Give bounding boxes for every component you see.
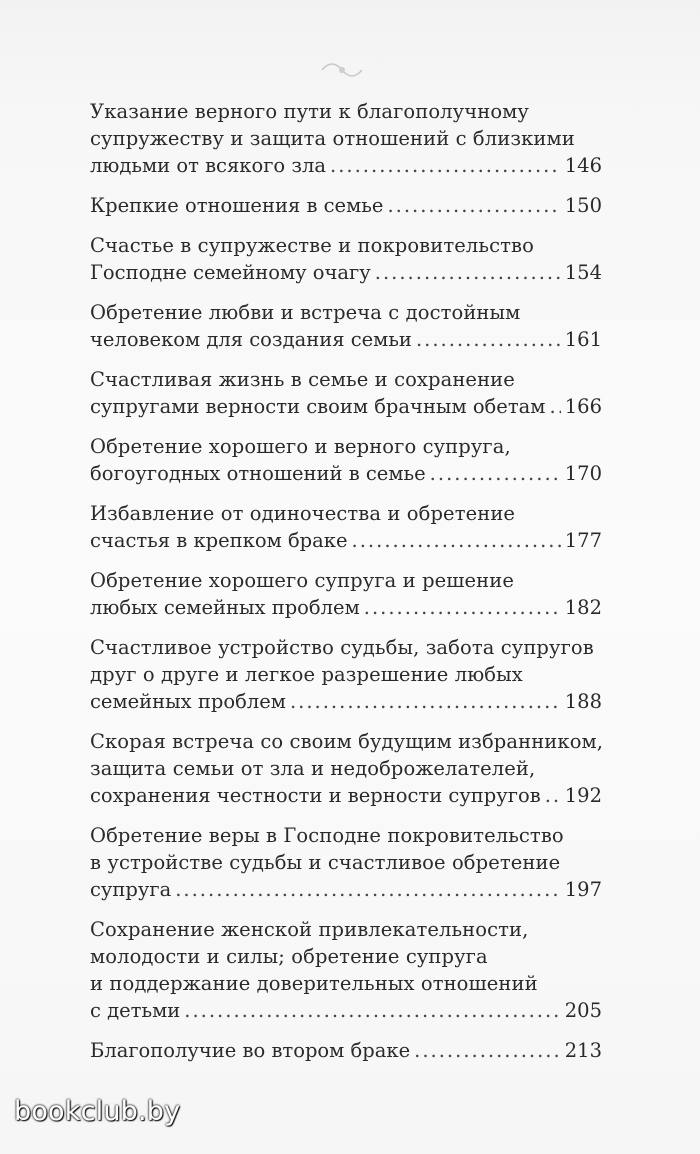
table-of-contents: [90, 98, 602, 1077]
toc-entry-last-line: [90, 259, 602, 286]
toc-entry-title-line: Скорая встреча со своим будущим избранником,: [90, 730, 604, 753]
ornament-icon: [318, 56, 366, 84]
toc-entry: [90, 232, 602, 286]
dot-leader: [175, 876, 561, 903]
toc-entry-title-line: супругами верности своим брачным обетам: [90, 395, 546, 418]
toc-page-number: 188: [564, 690, 602, 713]
toc-entry-title-line: богоугодных отношений в семье: [90, 462, 426, 485]
toc-entry-title-line: людьми от всякого зла: [90, 154, 327, 177]
toc-page-number: 213: [564, 1039, 602, 1062]
toc-entry: [90, 916, 602, 1024]
toc-entry-title-line: Указание верного пути к благополучному: [90, 100, 530, 123]
toc-entry-last-line: [90, 782, 602, 809]
dot-leader: [290, 688, 561, 715]
toc-entry-last-line: [90, 527, 602, 554]
toc-entry-title-line: Благополучие во втором браке: [90, 1039, 411, 1062]
toc-entry-last-line: [90, 393, 602, 420]
dot-leader: [545, 782, 561, 809]
toc-entry: [90, 299, 602, 353]
toc-entry-last-line: [90, 594, 602, 621]
dot-leader: [549, 393, 560, 420]
toc-entry-last-line: [90, 997, 602, 1024]
toc-page-number: 150: [564, 194, 602, 217]
toc-page-number: 146: [564, 154, 602, 177]
toc-entry-title-line: молодости и силы; обретение супруга: [90, 945, 488, 968]
toc-entry-title-line: Господне семейному очагу: [90, 261, 371, 284]
dot-leader: [330, 152, 561, 179]
toc-page-number: 205: [564, 999, 602, 1022]
toc-entry: [90, 98, 602, 179]
toc-entry-title-line: Обретение хорошего и верного супруга,: [90, 435, 511, 458]
toc-entry-title-line: с детьми: [90, 999, 181, 1022]
dot-leader: [416, 326, 561, 353]
dot-leader: [364, 594, 561, 621]
toc-entry: [90, 1037, 602, 1064]
watermark: bookclub.by: [14, 1096, 181, 1127]
toc-entry-last-line: [90, 460, 602, 487]
toc-entry-title-line: сохранения честности и верности супругов: [90, 784, 541, 807]
toc-entry-title-line: Обретение веры в Господне покровительство: [90, 824, 564, 847]
toc-entry-title-line: Счастливая жизнь в семье и сохранение: [90, 368, 515, 391]
dot-leader: [430, 460, 561, 487]
dot-leader: [352, 527, 561, 554]
toc-page-number: 161: [564, 328, 602, 351]
toc-entry-title-line: друг о друге и легкое разрешение любых: [90, 663, 523, 686]
toc-entry: [90, 192, 602, 219]
toc-entry: [90, 634, 602, 715]
dot-leader: [184, 997, 561, 1024]
toc-entry-last-line: [90, 152, 602, 179]
toc-entry: [90, 822, 602, 903]
toc-entry-title-line: Крепкие отношения в семье: [90, 194, 384, 217]
toc-entry: [90, 366, 602, 420]
toc-entry-last-line: [90, 1037, 602, 1064]
toc-entry-title-line: Обретение любви и встреча с достойным: [90, 301, 521, 324]
toc-entry-last-line: [90, 688, 602, 715]
toc-entry-title-line: супруга: [90, 878, 172, 901]
toc-entry-title-line: и поддержание доверительных отношений: [90, 972, 538, 995]
dot-leader: [414, 1037, 561, 1064]
toc-entry: [90, 728, 602, 809]
toc-entry-last-line: [90, 192, 602, 219]
toc-entry-last-line: [90, 876, 602, 903]
toc-entry-title-line: в устройстве судьбы и счастливое обретение: [90, 851, 561, 874]
toc-entry: [90, 433, 602, 487]
toc-entry-title-line: Избавление от одиночества и обретение: [90, 502, 516, 525]
toc-page-number: 182: [564, 596, 602, 619]
toc-entry-title-line: Счастье в супружестве и покровительство: [90, 234, 534, 257]
toc-page-number: 192: [564, 784, 602, 807]
toc-page-number: 170: [564, 462, 602, 485]
toc-entry-title-line: Сохранение женской привлекательности,: [90, 918, 529, 941]
toc-page-number: 154: [564, 261, 602, 284]
toc-entry-title-line: Счастливое устройство судьбы, забота супругов: [90, 636, 594, 659]
toc-entry-title-line: человеком для создания семьи: [90, 328, 412, 351]
dot-leader: [375, 259, 561, 286]
toc-entry-title-line: любых семейных проблем: [90, 596, 360, 619]
toc-entry-title-line: защита семьи от зла и недоброжелателей,: [90, 757, 536, 780]
toc-entry-title-line: счастья в крепком браке: [90, 529, 348, 552]
toc-page-number: 197: [564, 878, 602, 901]
toc-entry-title-line: Обретение хорошего супруга и решение: [90, 569, 515, 592]
toc-page-number: 166: [564, 395, 602, 418]
toc-entry-title-line: семейных проблем: [90, 690, 286, 713]
dot-leader: [387, 192, 560, 219]
toc-page-number: 177: [564, 529, 602, 552]
toc-entry: [90, 500, 602, 554]
toc-entry-last-line: [90, 326, 602, 353]
toc-entry: [90, 567, 602, 621]
toc-entry-title-line: супружеству и защита отношений с близкими: [90, 127, 575, 150]
